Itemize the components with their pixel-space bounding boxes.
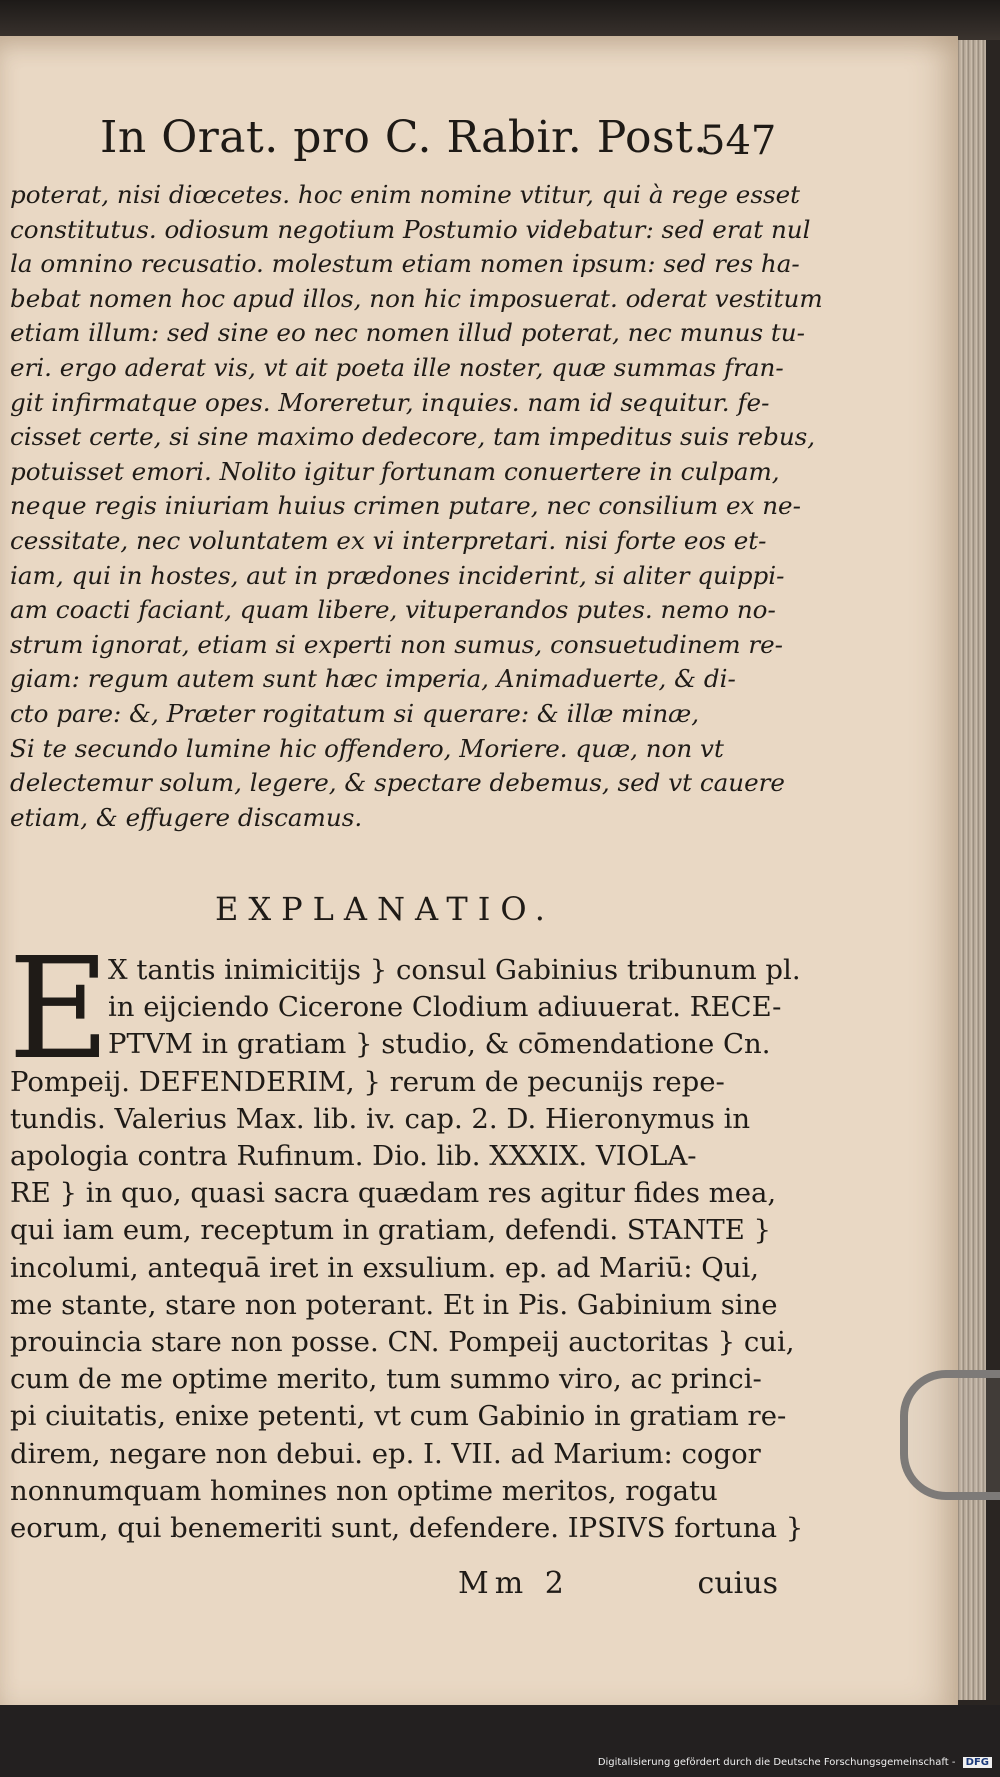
section-heading: EXPLANATIO.: [215, 890, 555, 928]
text-line: delectemur solum, legere, & spectare debemus, sed vt cauere: [10, 768, 785, 798]
signature-mark: Mm 2: [458, 1566, 570, 1601]
text-line: constitutus. odiosum negotium Postumio videbatur: sed erat nul: [10, 214, 811, 244]
text-line: giam: regum autem sunt hæc imperia, Animaduerte, & di-: [10, 664, 736, 694]
text-line: apologia contra Rufinum. Dio. lib. XXXIX. VIOLA-: [10, 1140, 697, 1173]
text-line: etiam, & effugere discamus.: [10, 802, 363, 832]
running-title: In Orat. pro C. Rabir. Post.: [100, 112, 708, 163]
text-line: am coacti faciant, quam libere, vituperandos putes. nemo no-: [10, 595, 776, 625]
text-line: PTVM in gratiam } studio, & cōmendatione Cn.: [108, 1028, 771, 1061]
credit-text: Digitalisierung gefördert durch die Deutsche Forschungsgemeinschaft -: [597, 1757, 956, 1768]
footer-line: [458, 1566, 788, 1601]
catchword: cuius: [697, 1566, 778, 1601]
text-line: prouincia stare non posse. CN. Pompeij auctoritas } cui,: [10, 1326, 795, 1359]
text-line: pi ciuitatis, enixe petenti, vt cum Gabinio in gratiam re-: [10, 1400, 787, 1433]
page-clip: [900, 1370, 1000, 1500]
text-line: poterat, nisi diœcetes. hoc enim nomine vtitur, qui à rege esset: [10, 180, 801, 209]
text-line: la omnino recusatio. molestum etiam nomen ipsum: sed res ha-: [10, 249, 800, 279]
text-line: me stante, stare non poterant. Et in Pis. Gabinium sine: [10, 1288, 778, 1321]
text-line: direm, negare non debui. ep. I. VII. ad Marium: cogor: [10, 1437, 761, 1470]
page-number: 547: [700, 118, 777, 164]
text-line: RE } in quo, quasi sacra quædam res agitur fides mea,: [10, 1177, 777, 1210]
text-line: Si te secundo lumine hic offendero, Moriere. quæ, non vt: [10, 733, 724, 763]
italic-text-block: [10, 178, 823, 835]
dfg-logo: DFG: [963, 1757, 992, 1768]
text-line: git infirmatque opes. Moreretur, inquies. nam id sequitur. fe-: [10, 387, 770, 417]
text-line: Pompeij. DEFENDERIM, } rerum de pecunijs repe-: [10, 1065, 725, 1098]
digitization-credit: [598, 1757, 992, 1768]
text-line: bebat nomen hoc apud illos, non hic imposuerat. oderat vestitum: [10, 283, 823, 313]
text-line: nonnumquam homines non optime meritos, rogatu: [10, 1474, 718, 1507]
text-line: qui iam eum, receptum in gratiam, defendi. STANTE }: [10, 1214, 772, 1247]
text-line: strum ignorat, etiam si experti non sumus, consuetudinem re-: [10, 629, 783, 659]
text-line: incolumi, antequā iret in exsulium. ep. ad Mariū: Qui,: [10, 1251, 760, 1284]
text-line: etiam illum: sed sine eo nec nomen illud poterat, nec munus tu-: [10, 318, 805, 348]
text-line: X tantis inimicitijs } consul Gabinius tribunum pl.: [108, 954, 801, 986]
text-line: neque regis iniuriam huius crimen putare, nec consilium ex ne-: [10, 491, 801, 521]
text-line: iam, qui in hostes, aut in prædones inciderint, si aliter quippi-: [10, 560, 785, 590]
text-line: tundis. Valerius Max. lib. iv. cap. 2. D. Hieronymus in: [10, 1102, 751, 1135]
text-line: potuisset emori. Nolito igitur fortunam conuertere in culpam,: [10, 456, 780, 486]
scan-background-top: [0, 0, 1000, 40]
text-line: in eijciendo Cicerone Clodium adiuuerat. RECE-: [108, 991, 782, 1024]
text-line: cessitate, nec voluntatem ex vi interpretari. nisi forte eos et-: [10, 525, 767, 555]
text-line: cisset certe, si sine maximo dedecore, tam impeditus suis rebus,: [10, 422, 816, 452]
commentary-text-block: [8, 928, 804, 1547]
drop-cap: E: [8, 928, 111, 1091]
text-line: eri. ergo aderat vis, vt ait poeta ille noster, quæ summas fran-: [10, 352, 784, 382]
text-line: eorum, qui benemeriti sunt, defendere. IPSIVS fortuna }: [10, 1512, 804, 1545]
text-line: cum de me optime merito, tum summo viro, ac princi-: [10, 1363, 762, 1396]
text-line: cto pare: &, Præter rogitatum si querare: & illæ minæ,: [10, 698, 700, 728]
